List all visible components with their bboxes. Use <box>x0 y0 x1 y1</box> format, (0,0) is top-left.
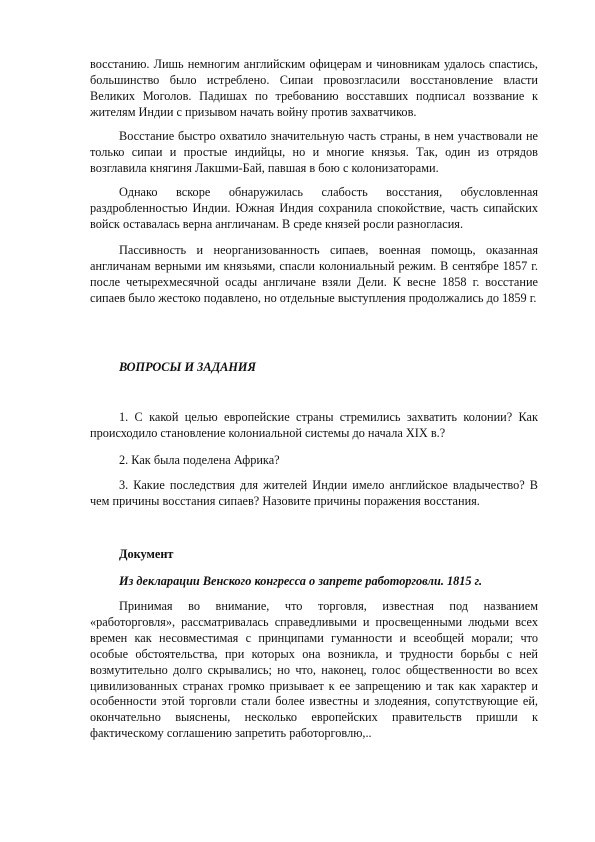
questions-heading: ВОПРОСЫ И ЗАДАНИЯ <box>119 360 256 374</box>
document-title: Из декларации Венского конгресса о запрете работорговли. 1815 г. <box>119 574 483 588</box>
question-2: 2. Как была поделена Африка? <box>119 453 280 467</box>
paragraph-2: Восстание быстро охватило значительную часть страны, в нем участвовали не только сипаи и простые индийцы, но и многие князья. Так, один из отрядов возглавила княгиня Лакшми-Бай, павшая в бою с колонизаторами. <box>90 129 538 175</box>
question-3: 3. Какие последствия для жителей Индии имело английское владычество? В чем причины восстания сипаев? Назовите причины поражения восстания. <box>90 478 538 508</box>
document-text: Принимая во внимание, что торговля, известная под названием «работорговля», рассматривалась справедливыми и просвещенными людьми всех времен как несовместимая с принципами гуманности и всеобщей морали; что особые обстоятельства, при которых она возникла, и трудности борьбы с ней возмутительно долго скрывались; но что, наконец, голос общественности во всех цивилизованных странах громко призывает к ее запрещению и так как характер и особенности этой торговли стали более известны и злодеяния, сопутствующие ей, окончательно выяснены, несколько европейских правительств пришли к фактическому соглашению запретить работорговлю,.. <box>90 599 538 741</box>
document-label: Документ <box>119 547 174 561</box>
question-1: 1. С какой целью европейские страны стремились захватить колонии? Как происходило становление колониальной системы до начала XIX в.? <box>90 410 538 440</box>
paragraph-3: Однако вскоре обнаружилась слабость восстания, обусловленная раздробленностью Индии. Южная Индия сохранила спокойствие, часть сипайских войск оставалась верна англичанам. В среде князей росли разногласия. <box>90 185 538 231</box>
paragraph-4: Пассивность и неорганизованность сипаев, военная помощь, оказанная англичанам верными им князьями, спасли колониальный режим. В сентябре 1857 г. после четырехмесячной осады англичане взяли Дели. К весне 1858 г. восстание сипаев было жестоко подавлено, но отдельные выступления продолжались до 1859 г. <box>90 243 538 305</box>
paragraph-1: восстанию. Лишь немногим английским офицерам и чиновникам удалось спастись, большинство было истреблено. Сипаи провозгласили восстановление власти Великих Моголов. Падишах по требованию восставших подписал воззвание к жителям Индии с призывом начать войну против захватчиков. <box>90 57 538 119</box>
